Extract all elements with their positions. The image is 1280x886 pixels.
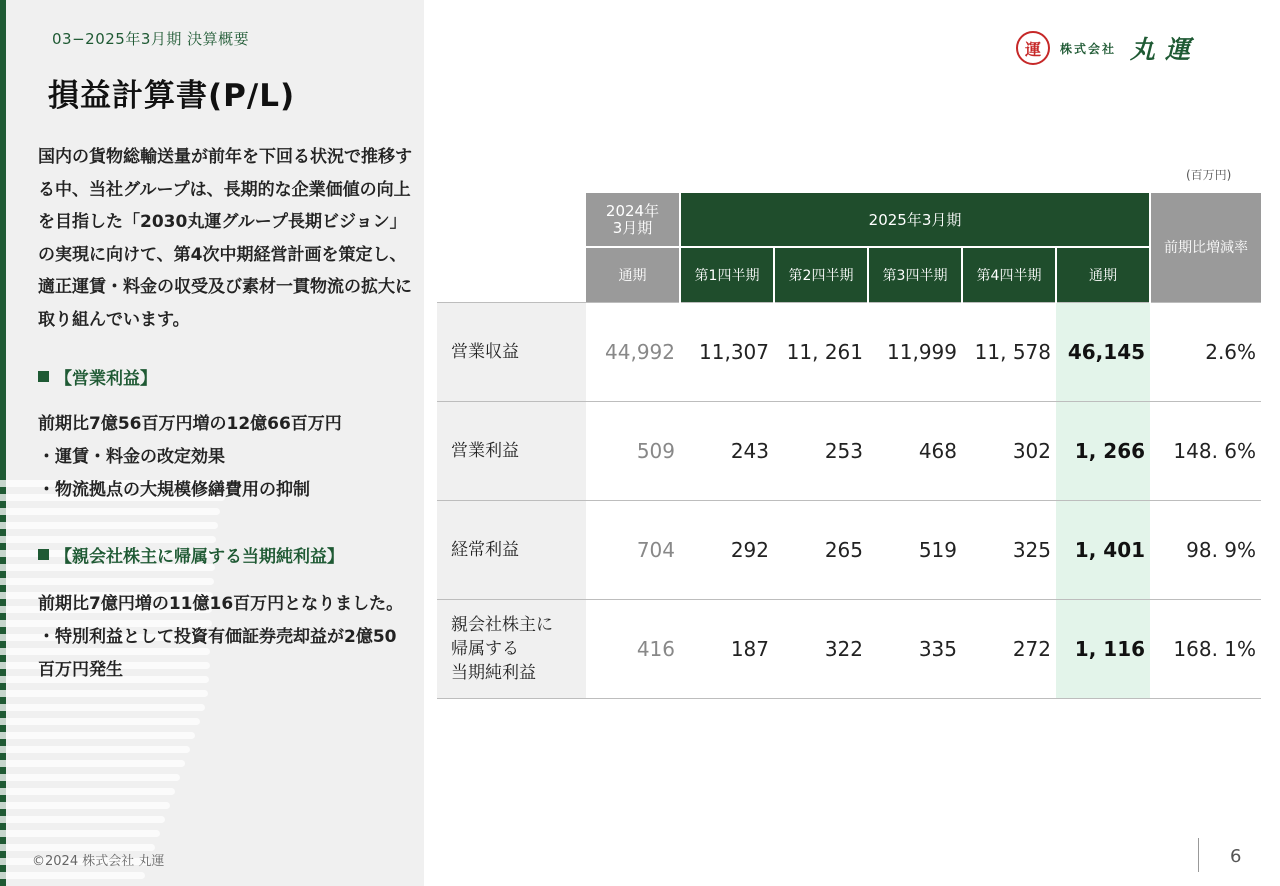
cell-ratio: 2.6% (1150, 302, 1261, 401)
page-number-divider (1198, 838, 1199, 872)
header-blank (437, 247, 586, 302)
heading-label: 【営業利益】 (55, 369, 157, 389)
heading-operating-income (38, 364, 157, 389)
cell-q4: 11, 578 (962, 302, 1056, 401)
section-label: 03−2025年3月期 決算概要 (52, 30, 250, 48)
text-line: ・運賃・料金の改定効果 (38, 447, 225, 467)
copyright: ©2024 株式会社 丸運 (32, 854, 165, 869)
cell-q2: 11, 261 (774, 302, 868, 401)
cell-q1: 243 (680, 401, 774, 500)
subheader-full-year: 通期 (1056, 247, 1150, 302)
row-label-line: 営業利益 (451, 440, 519, 461)
operating-income-text (38, 408, 422, 507)
header-fy2025: 2025年3月期 (680, 193, 1150, 247)
row-label (437, 500, 586, 599)
cell-q4: 325 (962, 500, 1056, 599)
heading-label: 【親会社株主に帰属する当期純利益】 (55, 547, 344, 567)
cell-ratio: 168. 1% (1150, 599, 1261, 698)
cell-q1: 11,307 (680, 302, 774, 401)
cell-q4: 302 (962, 401, 1056, 500)
subheader-q2: 第2四半期 (774, 247, 868, 302)
square-bullet-icon (38, 371, 49, 382)
row-label-line: 営業収益 (451, 341, 519, 362)
table-row (437, 599, 1261, 698)
cell-q3: 468 (868, 401, 962, 500)
text-line: ・物流拠点の大規模修繕費用の抑制 (38, 480, 310, 500)
subheader-q1: 第1四半期 (680, 247, 774, 302)
row-label-line: 親会社株主に (451, 614, 553, 635)
seal-icon: 運 (1016, 31, 1050, 65)
cell-total: 1, 401 (1056, 500, 1150, 599)
row-label (437, 302, 586, 401)
row-label (437, 401, 586, 500)
cell-q3: 11,999 (868, 302, 962, 401)
text-line: 前期比7億56百万円増の12億66百万円 (38, 414, 342, 434)
logo-name: 丸運 (1130, 35, 1201, 64)
cell-q3: 335 (868, 599, 962, 698)
header-yoy-ratio: 前期比増減率 (1150, 193, 1261, 302)
left-panel (0, 0, 424, 886)
text-line: 百万円発生 (38, 660, 123, 680)
cell-prev: 416 (586, 599, 680, 698)
subheader-prev-full-year: 通期 (586, 247, 680, 302)
intro-paragraph: 国内の貨物総輸送量が前年を下回る状況で推移する中、当社グループは、長期的な企業価値の向上を目指した「2030丸運グループ長期ビジョン」の実現に向けて、第4次中期経営計画を策定し、適正運賃・料金の収受及び素材一貫物流の拡大に取り組んでいます。 (38, 147, 412, 330)
header-fy2024 (586, 193, 680, 247)
cell-q2: 322 (774, 599, 868, 698)
cell-prev: 704 (586, 500, 680, 599)
text-line: 前期比7億円増の11億16百万円となりました。 (38, 594, 404, 614)
company-logo (1016, 30, 1200, 66)
heading-net-income (38, 542, 344, 567)
table-row (437, 500, 1261, 599)
cell-total: 1, 116 (1056, 599, 1150, 698)
header-fy2024-line: 3月期 (612, 218, 653, 237)
cell-total: 1, 266 (1056, 401, 1150, 500)
cell-q2: 253 (774, 401, 868, 500)
cell-q1: 187 (680, 599, 774, 698)
row-label-line: 当期純利益 (451, 662, 536, 683)
cell-q3: 519 (868, 500, 962, 599)
cell-q2: 265 (774, 500, 868, 599)
unit-label: (百万円) (1186, 168, 1232, 182)
page-number: 6 (1230, 846, 1242, 867)
page-title: 損益計算書(P/L) (48, 78, 296, 114)
cell-prev: 509 (586, 401, 680, 500)
cell-ratio: 98. 9% (1150, 500, 1261, 599)
net-income-text (38, 588, 422, 687)
text-line: ・特別利益として投資有価証券売却益が2億50 (38, 627, 397, 647)
table-row (437, 401, 1261, 500)
row-label-line: 帰属する (451, 638, 519, 659)
row-label-line: 経常利益 (451, 539, 519, 560)
subheader-q3: 第3四半期 (868, 247, 962, 302)
header-fy2024-line: 2024年 (605, 201, 660, 220)
row-label (437, 599, 586, 698)
subheader-q4: 第4四半期 (962, 247, 1056, 302)
cell-total: 46,145 (1056, 302, 1150, 401)
square-bullet-icon (38, 549, 49, 560)
cell-ratio: 148. 6% (1150, 401, 1261, 500)
cell-q1: 292 (680, 500, 774, 599)
cell-q4: 272 (962, 599, 1056, 698)
cell-prev: 44,992 (586, 302, 680, 401)
header-blank (437, 193, 586, 247)
table-row (437, 302, 1261, 401)
pl-table (437, 193, 1261, 699)
logo-kabushiki: 株式会社 (1060, 41, 1117, 56)
